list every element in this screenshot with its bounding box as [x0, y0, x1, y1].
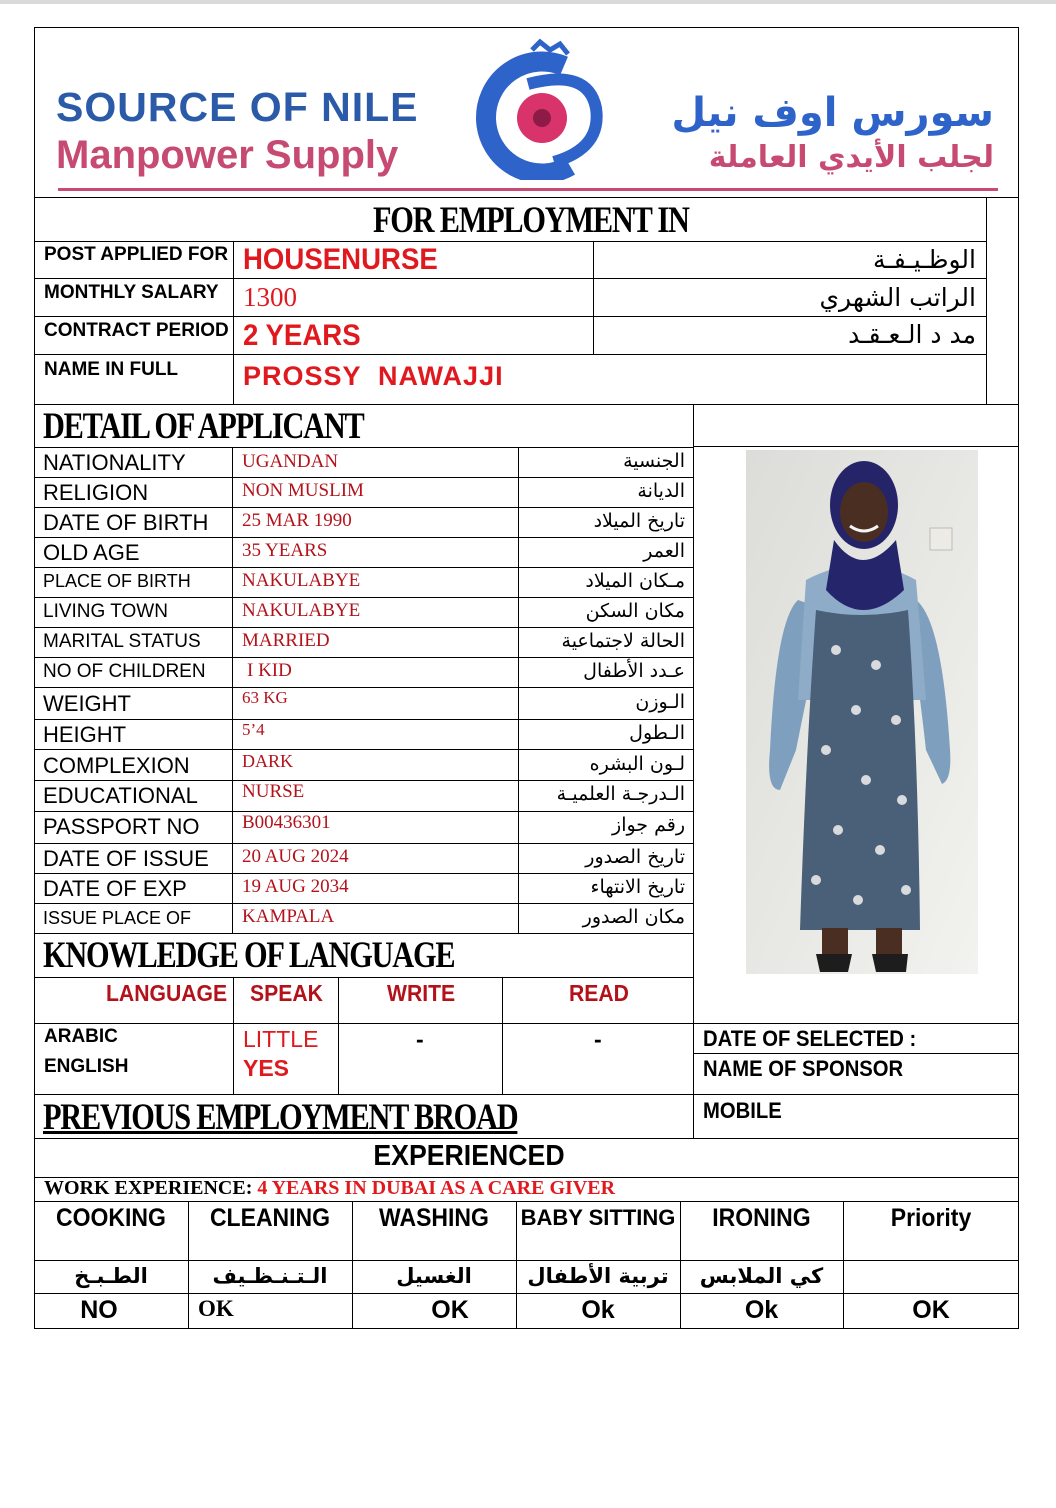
row-value: DARK: [242, 751, 294, 771]
row-arabic: تاريخ الانتهاء: [590, 876, 685, 898]
post-applied-arabic: الوظـيـفـة: [873, 245, 976, 274]
language-col-header: LANGUAGE: [106, 980, 228, 1006]
applicant-row: [34, 627, 693, 658]
skill-arabic-cleaning: الـتـنـظـيف: [212, 1264, 328, 1288]
arabic-speak-value: LITTLE: [243, 1026, 319, 1052]
skill-arabic-cooking: الطـبـخ: [74, 1264, 148, 1288]
row-label: PASSPORT NO: [43, 814, 200, 839]
row-value: 19 AUG 2034: [242, 876, 349, 897]
post-applied-value: HOUSENURSE: [243, 243, 438, 276]
applicant-row: [34, 749, 693, 781]
skill-value-washing: OK: [431, 1296, 469, 1324]
english-speak-value: YES: [243, 1055, 290, 1081]
row-label: MARITAL STATUS: [43, 631, 201, 652]
applicant-table: [34, 447, 693, 933]
row-label: DATE OF ISSUE: [43, 846, 209, 871]
row-arabic: تاريخ الصدور: [585, 846, 685, 868]
applicant-row: [34, 843, 693, 874]
monthly-salary-label: MONTHLY SALARY: [44, 282, 219, 303]
row-label: NO OF CHILDREN: [43, 661, 206, 682]
applicant-row: [34, 597, 693, 628]
row-label: DATE OF BIRTH: [43, 510, 209, 535]
row-label: WEIGHT: [43, 691, 131, 716]
skill-value-ironing: Ok: [744, 1296, 779, 1324]
name-in-full-value: PROSSY NAWAJJI: [243, 361, 504, 391]
row-arabic: الـدرجـة العلميـة: [556, 783, 685, 805]
row-label: OLD AGE: [43, 540, 140, 565]
row-arabic: الـوزن: [635, 691, 685, 713]
row-value: B00436301: [242, 812, 331, 833]
row-arabic: الجنسية: [623, 450, 685, 472]
contract-period-arabic: مد د الـعـقـد: [848, 320, 976, 349]
row-arabic: تاريخ الميلاد: [593, 510, 685, 532]
row-value: NAKULABYE: [242, 570, 361, 591]
applicant-row: [34, 780, 693, 812]
skill-header-priority: Priority: [890, 1204, 972, 1232]
row-arabic: مكان السكن: [585, 600, 685, 622]
applicant-row: [34, 477, 693, 508]
applicant-row: [34, 811, 693, 844]
row-value: 25 MAR 1990: [242, 510, 352, 531]
header-underline: [58, 188, 998, 191]
row-arabic: العمر: [643, 540, 685, 562]
employment-title: FOR EMPLOYMENT IN: [373, 200, 689, 241]
row-value: NAKULABYE: [242, 600, 361, 621]
company-logo-icon: [468, 38, 618, 180]
row-label: DATE OF EXP: [43, 876, 187, 901]
row-label: COMPLEXION: [43, 753, 190, 778]
row-arabic: مـكان الميلاد: [585, 570, 685, 592]
mobile-label: MOBILE: [703, 1098, 782, 1123]
row-value: NURSE: [242, 781, 305, 802]
monthly-salary-arabic: الراتب الشهري: [819, 283, 976, 312]
row-label: EDUCATIONAL: [43, 783, 198, 808]
skill-arabic-baby-sitting: تربية الأطفال: [527, 1264, 669, 1288]
monthly-salary-value: 1300: [243, 282, 297, 312]
arabic-read-value: -: [594, 1026, 602, 1052]
skill-header-ironing: IRONING: [712, 1204, 811, 1232]
previous-employment-heading: PREVIOUS EMPLOYMENT BROAD: [43, 1097, 518, 1138]
work-experience-label: WORK EXPERIENCE:: [44, 1177, 253, 1199]
row-value: 5’4: [242, 720, 265, 739]
read-col-header: READ: [569, 980, 629, 1006]
row-value: MARRIED: [242, 630, 330, 651]
skill-value-baby-sitting: Ok: [581, 1296, 615, 1324]
date-selected-label: DATE OF SELECTED :: [703, 1026, 917, 1051]
skill-header-washing: WASHING: [379, 1204, 489, 1232]
applicant-row: [34, 447, 693, 478]
row-value: UGANDAN: [242, 451, 339, 472]
company-name-en: SOURCE OF NILE: [56, 84, 419, 130]
row-arabic: الـطول: [629, 722, 685, 744]
row-value: KAMPALA: [242, 906, 335, 927]
name-in-full-label: NAME IN FULL: [44, 359, 179, 380]
contract-period-value: 2 YEARS: [243, 319, 361, 352]
work-experience-value: 4 YEARS IN DUBAI AS A CARE GIVER: [257, 1177, 616, 1199]
applicant-photo: [746, 450, 978, 974]
row-label: PLACE OF BIRTH: [43, 571, 191, 591]
row-label: LIVING TOWN: [43, 601, 168, 622]
sponsor-name-label: NAME OF SPONSOR: [703, 1056, 904, 1081]
skill-header-cooking: COOKING: [56, 1204, 166, 1232]
row-label: NATIONALITY: [43, 450, 186, 475]
row-value: 35 YEARS: [242, 540, 328, 561]
work-experience-line: [44, 1177, 615, 1200]
applicant-row: [34, 507, 693, 538]
row-label: HEIGHT: [43, 722, 127, 747]
skill-arabic-washing: الغسيل: [396, 1264, 472, 1288]
contract-period-label: CONTRACT PERIOD: [44, 320, 229, 341]
applicant-row: [34, 903, 693, 934]
applicant-row: [34, 719, 693, 750]
row-label: RELIGION: [43, 480, 149, 505]
applicant-heading: DETAIL OF APPLICANT: [43, 406, 364, 447]
skill-arabic-ironing: كي الملابس: [699, 1264, 824, 1288]
company-subtitle-ar: لجلب الأيدي العاملة: [708, 140, 994, 175]
english-language-label: ENGLISH: [44, 1056, 129, 1077]
language-heading: KNOWLEDGE OF LANGUAGE: [43, 935, 455, 976]
applicant-row: [34, 657, 693, 688]
applicant-row: [34, 537, 693, 568]
skill-value-cleaning: OK: [198, 1296, 234, 1321]
company-name-ar: سورس اوف نيل: [671, 90, 994, 136]
skill-value-cooking: NO: [80, 1296, 118, 1324]
row-value: 63 KG: [242, 688, 288, 707]
arabic-write-value: -: [416, 1026, 424, 1052]
row-value: 20 AUG 2024: [242, 846, 349, 867]
row-arabic: الديانة: [637, 480, 685, 502]
applicant-row: [34, 873, 693, 904]
row-arabic: لـون البشره: [589, 753, 685, 775]
row-label: ISSUE PLACE OF: [43, 908, 192, 928]
row-arabic: رقم جواز: [612, 814, 685, 836]
skill-value-priority: OK: [912, 1296, 950, 1324]
post-applied-label: POST APPLIED FOR: [44, 244, 229, 265]
company-subtitle-en: Manpower Supply: [56, 133, 399, 177]
applicant-row: [34, 687, 693, 720]
row-value: NON MUSLIM: [242, 480, 364, 501]
row-value: I KID: [247, 660, 292, 681]
applicant-row: [34, 567, 693, 598]
row-arabic: مكان الصدور: [582, 906, 685, 928]
experienced-label: EXPERIENCED: [373, 1140, 565, 1172]
speak-col-header: SPEAK: [250, 980, 323, 1006]
arabic-language-label: ARABIC: [44, 1026, 118, 1047]
skill-header-baby-sitting: BABY SITTING: [520, 1205, 676, 1230]
row-arabic: عـدد الأطفال: [583, 660, 685, 682]
top-edge: [0, 0, 1056, 4]
skill-header-cleaning: CLEANING: [209, 1204, 331, 1232]
write-col-header: WRITE: [387, 980, 456, 1006]
row-arabic: الحالة لاجتماعية: [561, 630, 685, 652]
